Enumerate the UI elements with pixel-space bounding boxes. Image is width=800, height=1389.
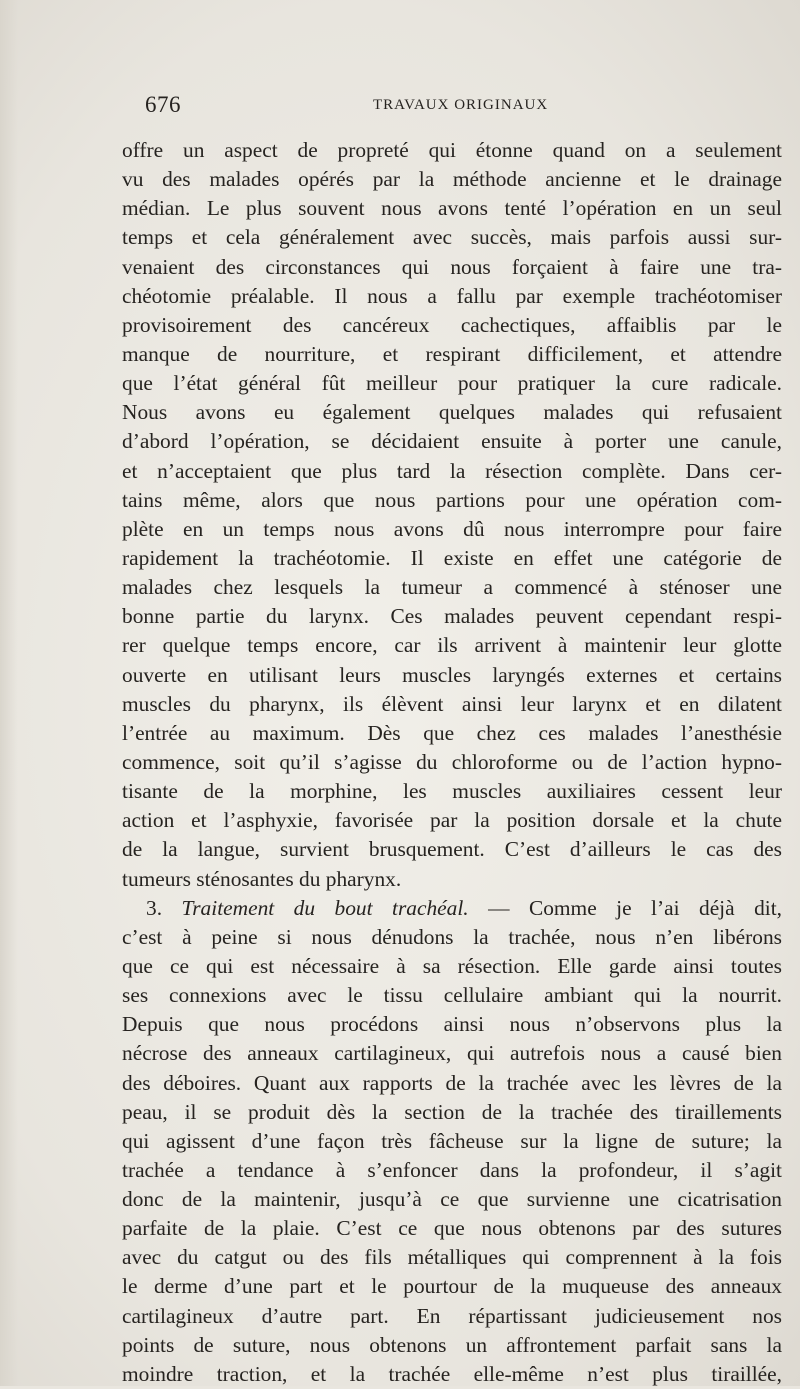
text-line: malades chez lesquels la tumeur a commencé à sténoser une <box>122 575 782 600</box>
text-line: commence, soit qu’il s’agisse du chloroforme ou de l’action hypno- <box>122 749 782 774</box>
text-line: trachée a tendance à s’enfoncer dans la profondeur, il s’agit <box>122 1157 782 1182</box>
text-line: ouverte en utilisant leurs muscles laryngés externes et certains <box>122 662 782 687</box>
text-line: rer quelque temps encore, car ils arrivent à maintenir leur glotte <box>122 633 782 658</box>
text-line: temps et cela généralement avec succès, mais parfois aussi sur- <box>122 225 782 250</box>
paragraph-1 <box>122 136 782 894</box>
text-line: Depuis que nous procédons ainsi nous n’observons plus la <box>122 1012 782 1037</box>
text-line: que l’état général fût meilleur pour pratiquer la cure radicale. <box>122 371 782 396</box>
page-number: 676 <box>145 92 181 117</box>
text-line: donc de la maintenir, jusqu’à ce que survienne une cicatrisation <box>122 1187 782 1212</box>
text-line: cartilagineux d’autre part. En répartissant judicieusement nos <box>122 1303 782 1328</box>
text-line: provisoirement des cancéreux cachectiques, affaiblis par le <box>122 312 782 337</box>
paragraph-2-first-line <box>122 894 782 923</box>
text-line: Nous avons eu également quelques malades qui refusaient <box>122 400 782 425</box>
text-line: bonne partie du larynx. Ces malades peuvent cependant respi- <box>122 604 782 629</box>
text-line: chéotomie préalable. Il nous a fallu par exemple trachéotomiser <box>122 283 782 308</box>
text-line: d’abord l’opération, se décidaient ensuite à porter une canule, <box>122 429 782 454</box>
text-line: et n’acceptaient que plus tard la résection complète. Dans cer- <box>122 458 782 483</box>
text-line: c’est à peine si nous dénudons la trachée, nous n’en libérons <box>122 924 782 949</box>
text-line: que ce qui est nécessaire à sa résection. Elle garde ainsi toutes <box>122 953 782 978</box>
text-line: des déboires. Quant aux rapports de la trachée avec les lèvres de la <box>122 1070 782 1095</box>
section-title: Traitement du bout trachéal. <box>181 895 469 920</box>
text-line: moindre traction, et la trachée elle-même n’est plus tiraillée, <box>122 1361 782 1386</box>
section-number: 3. <box>146 895 163 920</box>
text-line: vu des malades opérés par la méthode ancienne et le drainage <box>122 167 782 192</box>
text-line: nécrose des anneaux cartilagineux, qui autrefois nous a causé bien <box>122 1041 782 1066</box>
text-line: plète en un temps nous avons dû nous interrompre pour faire <box>122 516 782 541</box>
text-line: peau, il se produit dès la section de la trachée des tiraillements <box>122 1099 782 1124</box>
text-line: offre un aspect de propreté qui étonne quand on a seulement <box>122 138 782 162</box>
text-line: ses connexions avec le tissu cellulaire ambiant qui la nourrit. <box>122 983 782 1008</box>
text-line: points de suture, nous obtenons un affrontement parfait sans la <box>122 1332 782 1357</box>
text-line: parfaite de la plaie. C’est ce que nous obtenons par des sutures <box>122 1216 782 1241</box>
section-first-line-rest: — Comme je l’ai déjà dit, <box>488 895 783 920</box>
text-line: de la langue, survient brusquement. C’est d’ailleurs le cas des <box>122 837 782 862</box>
page-edge-shadow <box>0 0 18 1386</box>
text-line: muscles du pharynx, ils élèvent ainsi leur larynx et en dilatent <box>122 691 782 716</box>
text-line: qui agissent d’une façon très fâcheuse sur la ligne de suture; la <box>122 1128 782 1153</box>
running-title: TRAVAUX ORIGINAUX <box>373 97 549 113</box>
text-line: le derme d’une part et le pourtour de la muqueuse des anneaux <box>122 1274 782 1299</box>
text-line: l’entrée au maximum. Dès que chez ces malades l’anesthésie <box>122 720 782 745</box>
body-text <box>122 136 782 1389</box>
text-line: tains même, alors que nous partions pour une opération com- <box>122 487 782 512</box>
text-line: action et l’asphyxie, favorisée par la position dorsale et la chute <box>122 808 782 833</box>
text-line: avec du catgut ou des fils métalliques qui comprennent à la fois <box>122 1245 782 1270</box>
page-header <box>145 88 765 128</box>
paragraph-2 <box>122 894 782 1389</box>
text-line: manque de nourriture, et respirant difficilement, et attendre <box>122 341 782 366</box>
text-line: tisante de la morphine, les muscles auxiliaires cessent leur <box>122 779 782 804</box>
text-line: rapidement la trachéotomie. Il existe en effet une catégorie de <box>122 545 782 570</box>
text-line: venaient des circonstances qui nous forçaient à faire une tra- <box>122 254 782 279</box>
text-line: tumeurs sténosantes du pharynx. <box>122 866 402 891</box>
text-line: médian. Le plus souvent nous avons tenté l’opération en un seul <box>122 196 782 221</box>
